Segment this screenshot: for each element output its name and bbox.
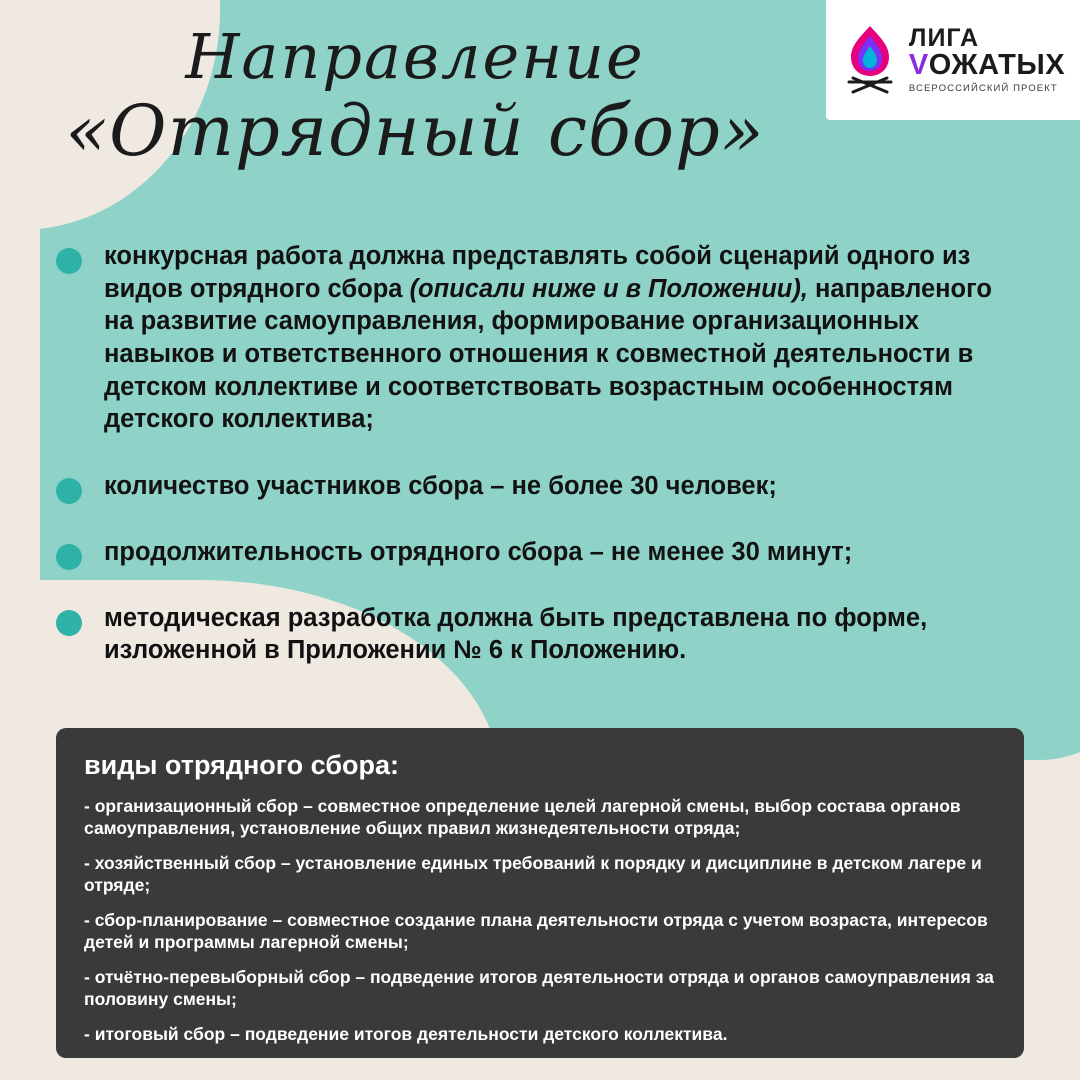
list-item-text-part-2: направленого на развитие самоуправления, формирование организационных навыков и ответственного отношения к совместной деятельности в детском коллективе и соответствовать возрастным особенностям детского коллектива; <box>104 274 992 434</box>
bullet-dot-icon <box>56 248 82 274</box>
flame-icon <box>841 24 899 96</box>
list-item <box>56 536 1024 570</box>
types-panel-item: - итоговый сбор – подведение итогов деятельности детского коллектива. <box>84 1024 728 1045</box>
list-item <box>56 240 1024 436</box>
list-item-text: продолжительность отрядного сбора – не менее 30 минут; <box>104 537 853 566</box>
logo-text <box>909 26 1065 94</box>
types-panel-title: виды отрядного сбора: <box>84 750 399 780</box>
list-item-text-part-1: конкурсная работа должна представлять собой сценарий одного из видов отрядного сбора <box>104 242 971 303</box>
page-title-line-1: Направление <box>185 20 645 93</box>
types-panel-item: - сбор-планирование – совместное создание плана деятельности отряда с учетом возраста, интересов детей и программы лагерной смены; <box>84 910 988 953</box>
logo-v-accent: V <box>908 49 929 82</box>
bullet-dot-icon <box>56 478 82 504</box>
list-item <box>56 602 1024 667</box>
logo-line-2 <box>909 51 1065 80</box>
list-item-text-italic: (описали ниже и в Положении), <box>409 274 808 303</box>
types-panel-item: - отчётно-перевыборный сбор – подведение итогов деятельности отряда и органов самоуправления за половину смены; <box>84 967 994 1010</box>
logo-line-1: ЛИГА <box>908 24 980 53</box>
page-title-line-2: «Отрядный сбор» <box>65 90 765 173</box>
logo-line-2-rest: ОЖАТЫХ <box>928 49 1066 82</box>
logo-tagline: ВСЕРОССИЙСКИЙ ПРОЕКТ <box>908 83 1058 95</box>
list-item-text: методическая разработка должна быть представлена по форме, изложенной в Приложении № 6 к Положению. <box>104 603 928 665</box>
types-panel <box>56 728 1024 1058</box>
bullet-dot-icon <box>56 610 82 636</box>
list-item-text: количество участников сбора – не более 30 человек; <box>104 471 777 500</box>
types-panel-item: - хозяйственный сбор – установление единых требований к порядку и дисциплине в детском лагере и отряде; <box>84 853 982 896</box>
bullet-list <box>56 240 1024 693</box>
list-item-text <box>104 240 1004 436</box>
list-item <box>56 470 1024 504</box>
types-panel-item: - организационный сбор – совместное определение целей лагерной смены, выбор состава органов самоуправления, установление общих правил жизнедеятельности отряда; <box>84 796 961 839</box>
logo <box>826 0 1080 120</box>
bullet-dot-icon <box>56 544 82 570</box>
